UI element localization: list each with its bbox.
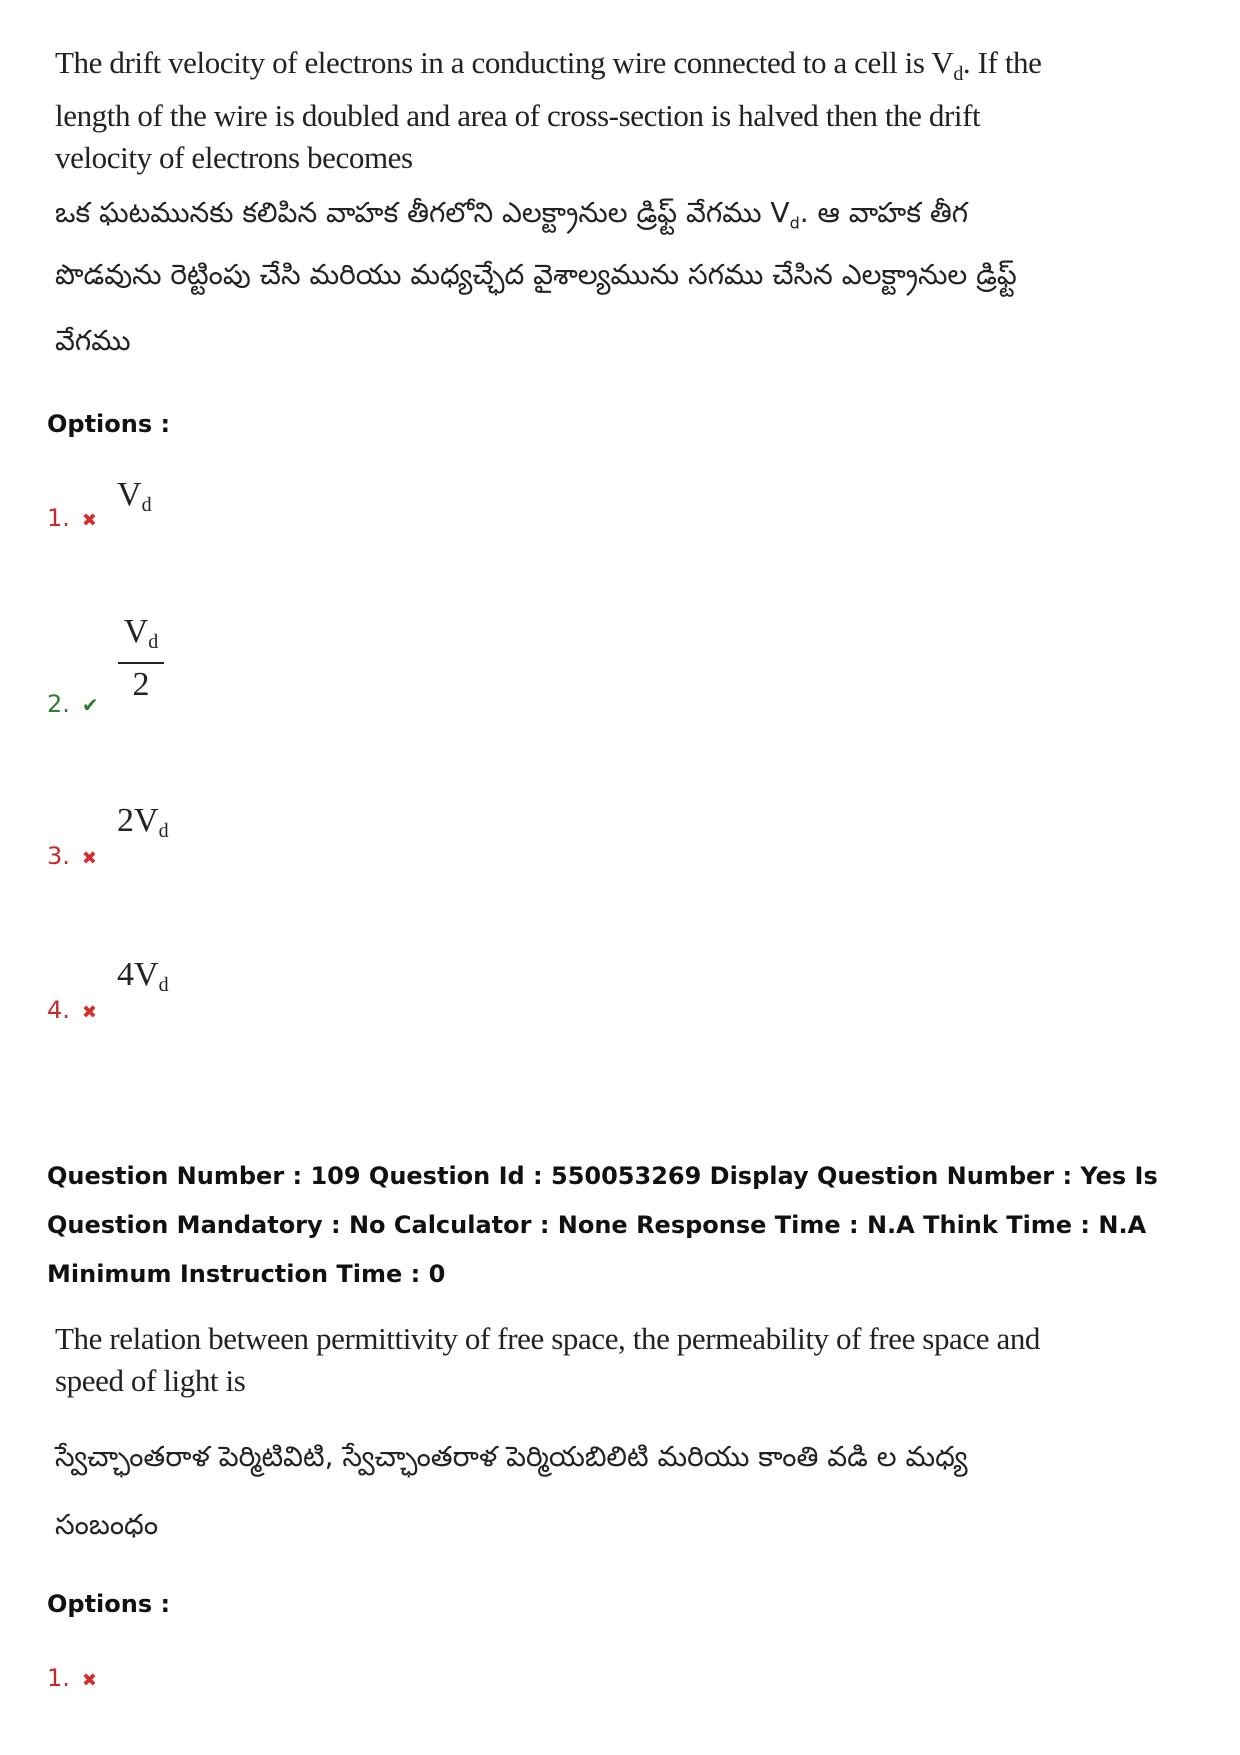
question-109-telugu-line-2: సంబంధం [55,1508,159,1541]
question-text-line: velocity of electrons becomes [55,140,413,176]
cross-icon: ✖ [81,1002,97,1023]
option-4-formula: $4V_d$ [117,956,169,996]
question-109-meta: Question Number : 109 Question Id : 550053269 Display Question Number : Yes Is Question Mandatory : No Calculator : None Response Time : N.A Think Time : N.A Minimum Instruction Time : 0 [47,1162,1158,1288]
question-text-line: length of the wire is doubled and area of cross-section is halved then the drift [55,98,981,134]
question-text-line: speed of light is [55,1363,246,1398]
options-label: Options : [47,1590,171,1618]
option-number: 3. [47,842,70,870]
fraction-numerator: $V_d$ [123,613,159,653]
option-2-formula [118,614,164,702]
option-1[interactable] [47,1664,97,1692]
option-1-formula: $V_d$ [117,476,152,516]
option-number: 2. [47,690,70,718]
cross-icon: ✖ [81,848,97,869]
option-number: 1. [47,504,70,532]
option-4[interactable] [47,996,97,1024]
option-2[interactable] [47,690,99,718]
fraction-denominator: 2 [132,666,150,703]
check-icon: ✔ [81,693,99,717]
options-label: Options : [47,410,171,438]
question-108-english [55,42,1042,179]
question-109-english [55,1318,1040,1402]
question-text-line: The relation between permittivity of free space, the permeability of free space and [55,1321,1041,1356]
question-108-telugu-line-1: ఒక ఘటమునకు కలిపిన వాహక తీగలోని ఎలక్ట్రానుల డ్రిఫ్ట్ వేగము $V_d$. ఆ వాహక తీగ [55,196,969,233]
question-109-telugu-line-1: స్వేచ్ఛాంతరాళ పెర్మిటివిటి, స్వేచ్ఛాంతరాళ పెర్మియబిలిటి మరియు కాంతి వడి ల మధ్య [55,1440,968,1473]
option-3-formula: $2V_d$ [117,802,169,842]
option-number: 1. [47,1664,70,1692]
option-1[interactable] [47,504,97,532]
option-3[interactable] [47,842,97,870]
cross-icon: ✖ [81,510,97,531]
question-108-telugu-line-3: వేగము [55,324,131,357]
cross-icon: ✖ [81,1670,97,1691]
question-108-telugu-line-2: పొడవును రెట్టింపు చేసి మరియు మధ్యచ్ఛేద వైశాల్యమును సగము చేసిన ఎలక్ట్రానుల డ్రిఫ్ట్ [55,258,1017,291]
option-number: 4. [47,996,70,1024]
question-text-line: The drift velocity of electrons in a conducting wire connected to a cell is $V_d$. If the [55,45,1042,86]
fraction-bar [118,662,164,664]
